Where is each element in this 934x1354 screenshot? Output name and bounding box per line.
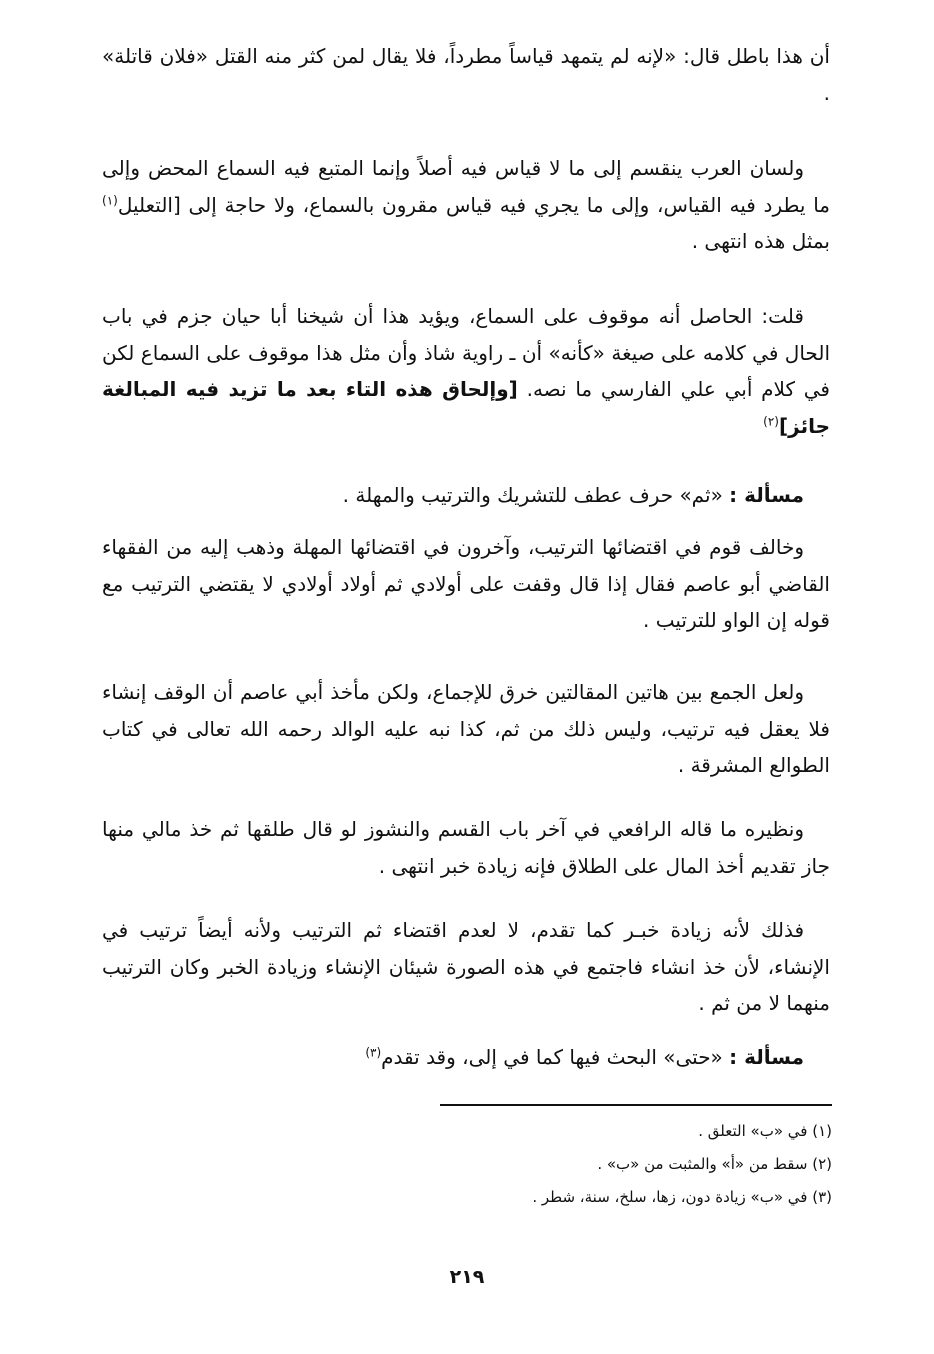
issue-heading-2: مسألة : [729,1045,804,1069]
footnote-ref-1: (١) [102,192,118,207]
paragraph-5 [102,529,830,639]
paragraph-4-text: «ثم» حرف عطف للتشريك والترتيب والمهلة . [342,483,730,507]
paragraph-3 [102,298,830,444]
footnote-3: (٣) في «ب» زيادة دون، زها، سلخ، سنة، شطر . [532,1188,832,1206]
page-number: ٢١٩ [449,1266,485,1288]
paragraph-3-bracketed-quote: [وإلحاق هذه التاء بعد ما تزيد فيه المبالغة جائز] [102,377,830,438]
paragraph-5-text: وخالف قوم في اقتضائها الترتيب، وآخرون في اقتضائها المهلة وذهب إليه من الفقهاء القاضي أبو عاصم فقال إذا قال وقفت على أولادي ثم أولاد أولادي لا يقتضي الترتيب مع قوله إن الواو للترتيب . [102,535,830,632]
footnote-separator [440,1104,832,1106]
paragraph-7-text: ونظيره ما قاله الرافعي في آخر باب القسم والنشوز لو قال طلقها ثم خذ مالي منها جاز تقديم أخذ المال على الطلاق فإنه زيادة خبر انتهى . [102,817,830,878]
paragraph-6 [102,674,830,784]
paragraph-2-text: ولسان العرب ينقسم إلى ما لا قياس فيه أصلاً وإنما المتبع فيه السماع المحض وإلى ما يطرد فيه القياس، وإلى ما يجري فيه قياس مقرون بالسماع، ولا حاجة إلى [التعليل [102,156,830,217]
footnote-2: (٢) سقط من «أ» والمثبت من «ب» . [597,1155,832,1173]
paragraph-2 [102,150,830,260]
footnote-ref-3: (٣) [365,1045,382,1060]
paragraph-9 [102,1039,830,1076]
issue-heading: مسألة : [729,483,804,507]
paragraph-1-text: أن هذا باطل قال: «لإنه لم يتمهد قياساً مطرداً، فلا يقال لمن كثر منه القتل «فلان قاتلة» . [102,44,830,105]
footnote-ref-2: (٢) [763,413,779,428]
paragraph-4 [102,477,830,514]
paragraph-6-text: ولعل الجمع بين هاتين المقالتين خرق للإجماع، ولكن مأخذ أبي عاصم أن الوقف إنشاء فلا يعقل فيه ترتيب، وليس ذلك من ثم، كذا نبه عليه الوالد رحمه الله تعالى في كتاب الطوالع المشرقة . [102,680,830,777]
paragraph-2-tail: بمثل هذه انتهى . [691,229,830,253]
paragraph-3-text: قلت: الحاصل أنه موقوف على السماع، ويؤيد هذا أن شيخنا أبا حيان جزم في باب الحال في كلامه على صيغة «كأنه» أن ـ راوية شاذ وأن مثل هذا موقوف على السماع لكن في كلام أبي علي الفارسي ما نصه. [102,304,830,401]
paragraph-1 [102,38,830,111]
paragraph-9-text: «حتى» البحث فيها كما في إلى، وقد تقدم [381,1045,730,1069]
footnote-1: (١) في «ب» التعلق . [698,1122,832,1140]
paragraph-7 [102,811,830,884]
paragraph-8 [102,912,830,1022]
paragraph-8-text: فذلك لأنه زيادة خبـر كما تقدم، لا لعدم اقتضاء ثم الترتيب ولأنه أيضاً ترتيب في الإنشاء، لأن خذ انشاء فاجتمع في هذه الصورة شيئان الإنشاء وزيادة الخبر وكان الترتيب منهما لا من ثم . [102,918,830,1015]
